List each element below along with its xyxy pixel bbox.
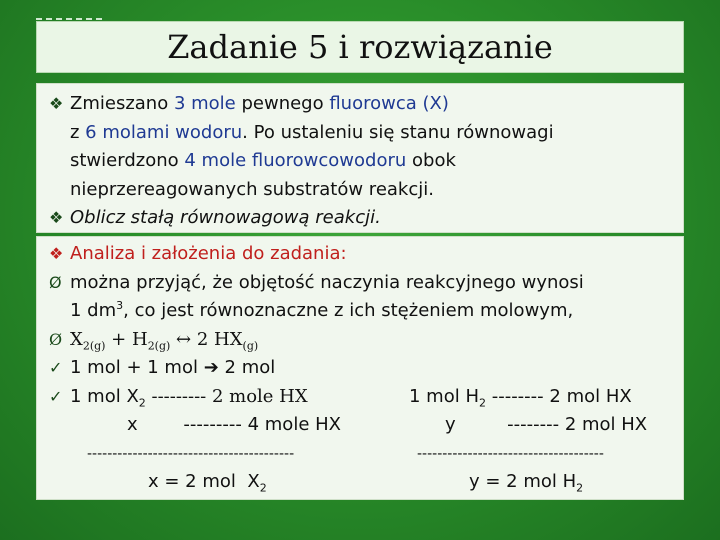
problem-line-4: nieprzereagowanych substratów reakcji. <box>70 178 434 200</box>
slide-title: Zadanie 5 i rozwiązanie <box>167 28 553 66</box>
text: 1 dm <box>70 300 117 321</box>
task-line <box>49 204 675 233</box>
task-text: Oblicz stałą równowagową reakcji. <box>70 207 381 228</box>
text: y = 2 mol <box>469 471 563 492</box>
subscript: 2 <box>259 481 267 495</box>
text: x = 2 mol X <box>148 471 260 492</box>
calc-right-2: y -------- 2 mol HX <box>445 414 648 435</box>
analysis-heading-text: Analiza i założenia do zadania: <box>70 243 347 264</box>
diamond-bullet-icon: ❖ <box>49 208 64 227</box>
decorative-dash <box>36 18 102 20</box>
problem-panel <box>36 83 684 233</box>
text: H <box>131 328 148 350</box>
calc-left-2: x --------- 4 mole HX <box>127 414 341 435</box>
equation-line <box>49 326 675 355</box>
analysis-heading <box>49 240 675 269</box>
problem-line-3 <box>49 147 675 176</box>
highlight-3-mole: 3 mole <box>173 93 236 114</box>
problem-line-2 <box>49 119 675 148</box>
subscript: (g) <box>242 339 259 353</box>
text: -------- 2 mol HX <box>485 385 632 407</box>
text: z <box>70 121 86 143</box>
result-right <box>469 468 583 497</box>
diamond-bullet-icon: ❖ <box>49 94 64 113</box>
text: można przyjąć, że objętość naczynia reakcyjnego wynosi <box>70 271 584 293</box>
text: , co jest równoznaczne z ich stężeniem molowym, <box>123 300 574 321</box>
subscript: 2 <box>478 396 486 410</box>
text: ↔ 2 HX <box>170 328 243 350</box>
arrow-bullet-icon: Ø <box>49 329 63 349</box>
analysis-panel <box>36 236 684 500</box>
check-bullet-icon: ✓ <box>49 358 63 377</box>
text: + <box>105 328 132 350</box>
result-row <box>49 468 675 497</box>
result-left <box>148 468 267 497</box>
highlight-4-mole: 4 mole <box>184 150 247 171</box>
highlight-wodoru: 6 molami wodoru <box>85 121 243 143</box>
calc-left-1 <box>70 383 308 412</box>
calc-right-1 <box>409 383 632 412</box>
divider-left: ----------------------------------------- <box>87 445 295 462</box>
subscript: 2 <box>576 481 584 495</box>
highlight-fluorowca: fluorowca (X) <box>329 93 449 114</box>
text: obok <box>406 150 456 171</box>
text: pewnego <box>235 93 330 114</box>
problem-line-1 <box>49 90 675 119</box>
arrow-right-icon: ➔ <box>203 357 219 378</box>
text: H <box>562 471 577 492</box>
assumption-line-2 <box>49 297 675 326</box>
subscript: 2(g) <box>82 339 106 353</box>
highlight-fluorowcowodoru: fluorowcowodoru <box>251 150 407 171</box>
mol-ratio-line <box>49 354 675 383</box>
divider-right: ------------------------------------- <box>417 445 604 462</box>
text: stwierdzono <box>70 150 185 171</box>
subscript: 2(g) <box>147 339 171 353</box>
assumption-line-1 <box>49 269 675 298</box>
text: --------- 2 mole HX <box>145 385 308 407</box>
arrow-bullet-icon: Ø <box>49 272 62 292</box>
text: 1 mol H <box>409 385 479 407</box>
title-box <box>36 21 684 73</box>
text: 2 mol <box>218 357 276 378</box>
subscript: 2 <box>138 396 146 410</box>
text: 1 mol X <box>70 385 139 407</box>
divider-row <box>49 440 675 469</box>
text: X <box>70 328 83 350</box>
calc-row-1 <box>49 383 675 412</box>
check-bullet-icon: ✓ <box>49 386 63 406</box>
text: 1 mol + 1 mol <box>70 357 204 378</box>
superscript: 3 <box>116 299 124 312</box>
calc-row-2 <box>49 411 675 440</box>
text: . Po ustaleniu się stanu równowagi <box>242 121 554 143</box>
diamond-bullet-icon: ❖ <box>49 244 64 263</box>
text: Zmieszano <box>70 93 174 114</box>
